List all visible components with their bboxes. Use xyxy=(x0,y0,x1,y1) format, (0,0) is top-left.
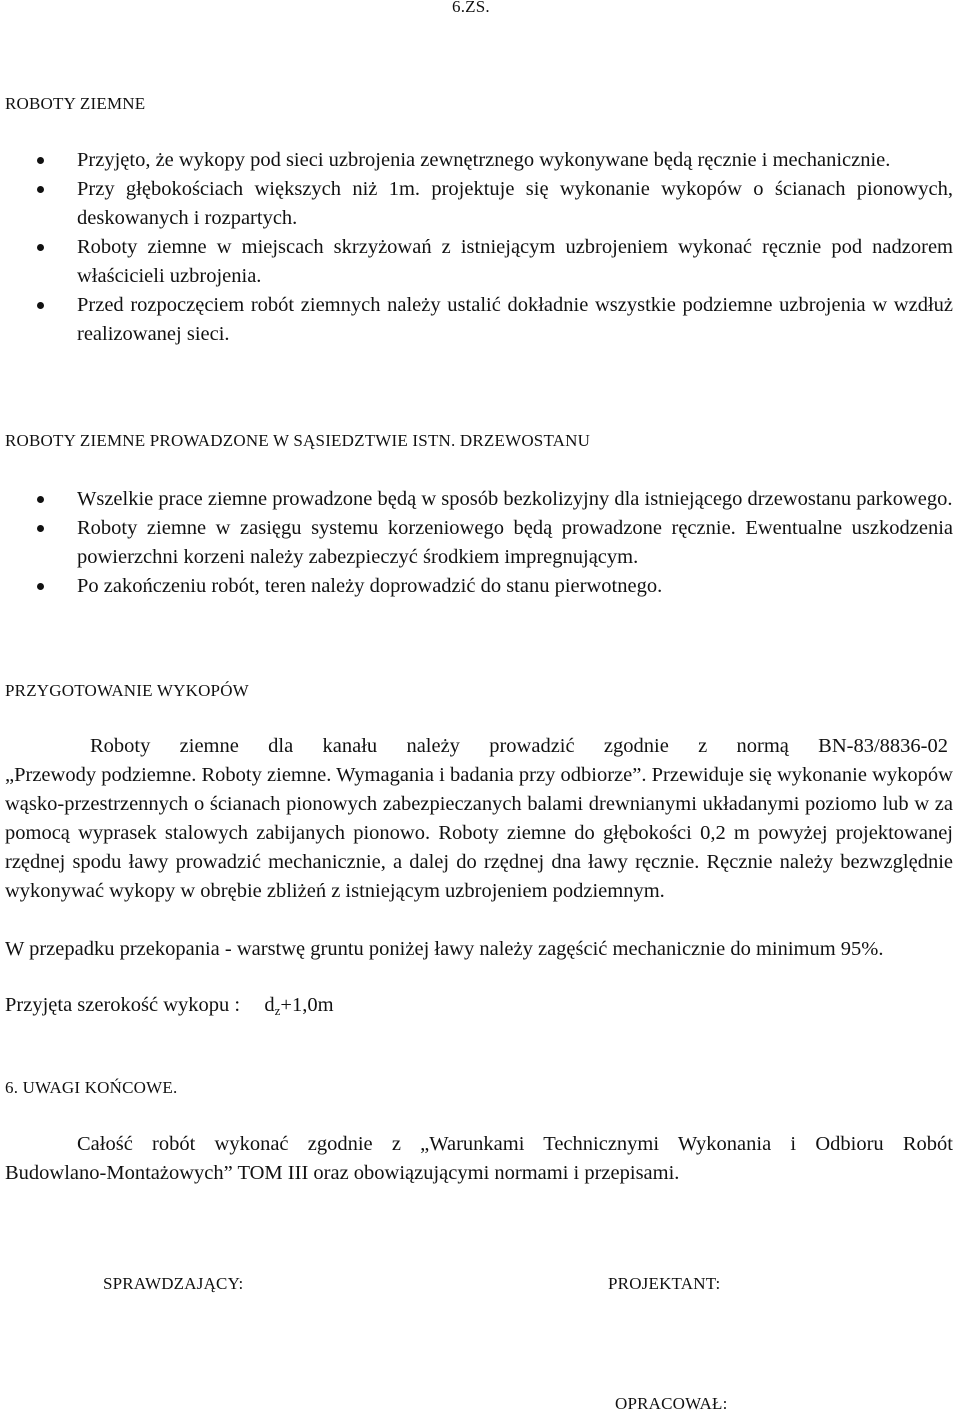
trench-width-value: $d_z+1,0m$ xyxy=(264,994,334,1018)
bullet-icon xyxy=(37,186,44,193)
list-item: Przed rozpoczęciem robót ziemnych należy ustalić dokładnie wszystkie podziemne uzbrojenia w wzdłuż realizowanej sieci. xyxy=(0,291,953,349)
list-item: Przy głębokościach większych niż 1m. projektuje się wykonanie wykopów o ścianach pionowych, deskowanych i rozpartych. xyxy=(0,175,953,233)
list-item: Roboty ziemne w miejscach skrzyżowań z istniejącym uzbrojeniem wykonać ręcznie pod nadzorem właścicieli uzbrojenia. xyxy=(0,233,953,291)
paragraph-zageszczenie: W przepadku przekopania - warstwę gruntu poniżej ławy należy zagęścić mechanicznie do minimum 95%. xyxy=(5,938,884,960)
signature-author-label: OPRACOWAŁ: xyxy=(615,1394,728,1413)
bullet-icon xyxy=(37,157,44,164)
signature-checker-label: SPRAWDZAJĄCY: xyxy=(103,1274,244,1293)
section-heading-uwagi-koncowe: 6. UWAGI KOŃCOWE. xyxy=(5,1078,178,1097)
list-item: Roboty ziemne w zasięgu systemu korzeniowego będą prowadzone ręcznie. Ewentualne uszkodzenia powierzchni korzeni należy zabezpieczyć środkiem impregnującym. xyxy=(0,514,953,572)
list-item: Przyjęto, że wykopy pod sieci uzbrojenia zewnętrznego wykonywane będą ręcznie i mechanicznie. xyxy=(0,146,953,175)
list-item: Wszelkie prace ziemne prowadzone będą w sposób bezkolizyjny dla istniejącego drzewostanu parkowego. xyxy=(0,485,953,514)
section-heading-roboty-ziemne: ROBOTY ZIEMNE xyxy=(5,94,146,113)
list-item: Po zakończeniu robót, teren należy doprowadzić do stanu pierwotnego. xyxy=(0,572,953,601)
trench-width-label: Przyjęta szerokość wykopu : xyxy=(5,994,241,1016)
bullet-icon xyxy=(37,302,44,309)
trench-width-line xyxy=(5,991,334,1025)
section-heading-drzewostan: ROBOTY ZIEMNE PROWADZONE W SĄSIEDZTWIE ISTN. DRZEWOSTANU xyxy=(5,431,591,450)
bullet-icon xyxy=(37,583,44,590)
paragraph-przygotowanie: „Przewody podziemne. Roboty ziemne. Wymagania i badania przy odbiorze”. Przewiduje się wykonanie wykopów wąsko-przestrzennych o ścianach pionowych zabezpieczanych balami drewnianymi układanymi poziomo lub w za pomocą wyprasek stalowych zabijanych pionowo. Roboty ziemne do głębokości 0,2 m powyżej projektowanej rzędnej spodu ławy prowadzić mechanicznie, a dalej do rzędnej dna ławy ręcznie. Ręcznie należy bezwzględnie wykonywać wykopy w obrębie zbliżeń z istniejącym uzbrojeniem podziemnym. xyxy=(5,764,953,902)
paragraph-uwagi-line1: Całość robót wykonać zgodnie z „Warunkami Technicznymi Wykonania i Odbioru Robót xyxy=(77,1133,953,1155)
section-heading-przygotowanie-wykopow: PRZYGOTOWANIE WYKOPÓW xyxy=(5,681,249,700)
paragraph-norm-line: Roboty ziemne dla kanału należy prowadzić zgodnie z normą BN-83/8836-02 xyxy=(90,735,948,757)
page-number: 6.ZS. xyxy=(452,0,490,16)
paragraph-uwagi-line2: Budowlano-Montażowych” TOM III oraz obowiązującymi normami i przepisami. xyxy=(5,1162,680,1184)
signature-designer-label: PROJEKTANT: xyxy=(608,1274,721,1293)
bullet-icon xyxy=(37,244,44,251)
bullet-icon xyxy=(37,525,44,532)
bullet-icon xyxy=(37,496,44,503)
bullet-list-drzewostan xyxy=(0,485,953,601)
bullet-list-roboty-ziemne xyxy=(0,146,953,349)
